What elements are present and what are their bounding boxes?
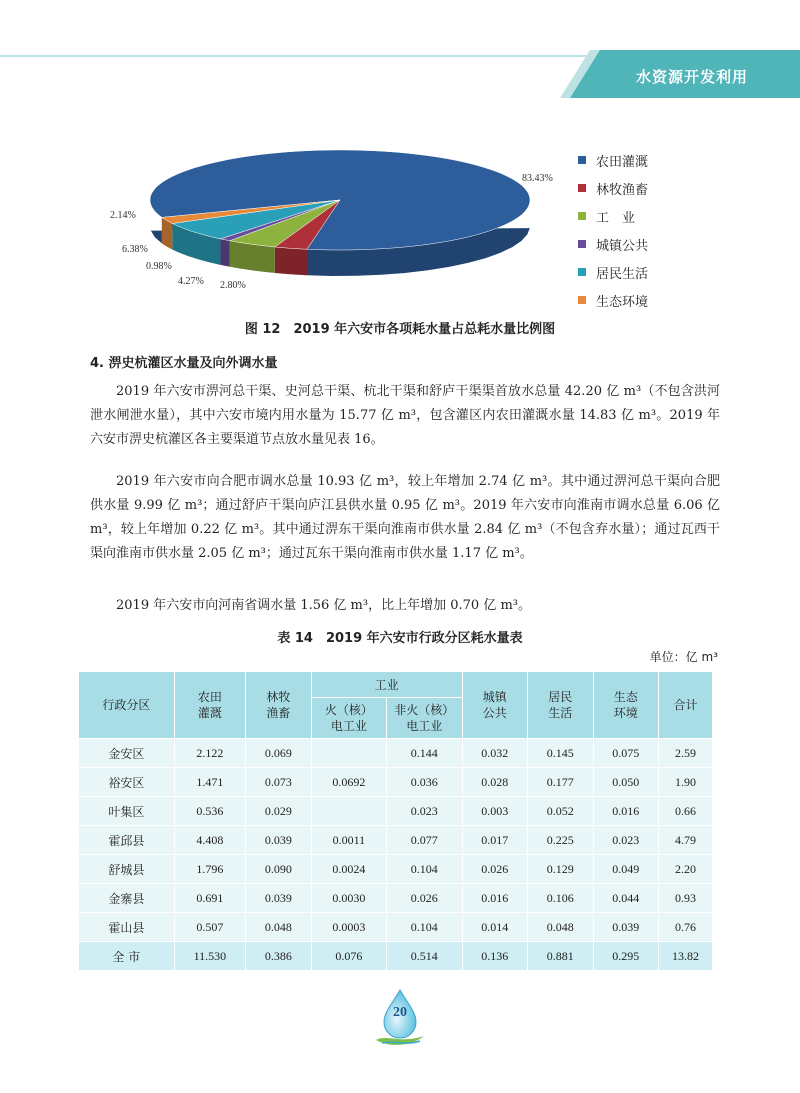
paragraph-text: 2019 年六安市淠河总干渠、史河总干渠、杭北干渠和舒庐干渠渠首放水总量 42.20 亿 m³（不包含洪河泄水闸泄水量），其中六安市境内用水量为 15.77 亿 m³，包含灌区内农田灌溉水量 14.83 亿 m³。2019 年六安市淠史杭灌区各主要渠道节点放水量见表 16。 (90, 384, 720, 447)
value-cell: 0.136 (462, 942, 527, 971)
value-cell: 0.026 (462, 855, 527, 884)
value-cell: 0.026 (387, 884, 462, 913)
legend-item-industry (578, 202, 738, 230)
value-cell: 0.052 (528, 797, 593, 826)
header-industry: 工业 (311, 672, 462, 698)
value-cell: 0.536 (174, 797, 245, 826)
region-cell: 叶集区 (79, 797, 175, 826)
value-cell: 0.129 (528, 855, 593, 884)
header-eco: 生态 环境 (593, 672, 658, 739)
table-caption: 表 14 2019 年六安市行政分区耗水量表 (277, 631, 523, 646)
value-cell: 0.075 (593, 739, 658, 768)
table-row (79, 884, 713, 913)
value-cell: 0.076 (311, 942, 386, 971)
value-cell: 0.177 (528, 768, 593, 797)
legend-label: 林牧渔畜 (596, 182, 649, 198)
value-cell: 0.016 (593, 797, 658, 826)
value-cell: 0.049 (593, 855, 658, 884)
value-cell: 0.104 (387, 913, 462, 942)
pie-side-1 (275, 247, 307, 275)
value-cell: 0.76 (658, 913, 712, 942)
pie-label-industry: 4.27% (178, 276, 204, 287)
value-cell: 0.0030 (311, 884, 386, 913)
legend-swatch (578, 184, 586, 192)
legend-item-forest (578, 174, 738, 202)
value-cell: 2.59 (658, 739, 712, 768)
value-cell: 0.044 (593, 884, 658, 913)
region-cell: 霍山县 (79, 913, 175, 942)
pie-label-forest: 2.80% (220, 280, 246, 291)
table-row (79, 797, 713, 826)
header-total: 合计 (658, 672, 712, 739)
pie-side-3 (221, 239, 230, 267)
region-cell: 裕安区 (79, 768, 175, 797)
table-row (79, 942, 713, 971)
value-cell: 0.090 (246, 855, 311, 884)
value-cell: 0.032 (462, 739, 527, 768)
value-cell: 0.048 (246, 913, 311, 942)
value-cell: 0.028 (462, 768, 527, 797)
value-cell: 1.471 (174, 768, 245, 797)
value-cell: 0.145 (528, 739, 593, 768)
value-cell: 0.691 (174, 884, 245, 913)
value-cell: 13.82 (658, 942, 712, 971)
legend-item-eco (578, 286, 738, 314)
value-cell: 0.881 (528, 942, 593, 971)
pie-label-resident: 6.38% (122, 244, 148, 255)
region-cell: 金安区 (79, 739, 175, 768)
value-cell: 1.90 (658, 768, 712, 797)
legend-item-urban (578, 230, 738, 258)
value-cell: 0.069 (246, 739, 311, 768)
pie-label-farm: 83.43% (522, 173, 553, 184)
value-cell: 0.0692 (311, 768, 386, 797)
value-cell: 0.017 (462, 826, 527, 855)
table-row (79, 855, 713, 884)
header-urban: 城镇 公共 (462, 672, 527, 739)
legend-item-farm (578, 146, 738, 174)
paragraph-3 (90, 594, 720, 618)
legend-label: 工 业 (596, 210, 636, 226)
water-consumption-table (78, 671, 713, 971)
table-row (79, 826, 713, 855)
value-cell: 4.408 (174, 826, 245, 855)
value-cell: 0.0003 (311, 913, 386, 942)
region-cell: 全 市 (79, 942, 175, 971)
paragraph-1 (90, 380, 720, 452)
paragraph-text: 2019 年六安市向河南省调水量 1.56 亿 m³，比上年增加 0.70 亿 m³。 (116, 598, 531, 613)
table-row (79, 913, 713, 942)
value-cell: 0.077 (387, 826, 462, 855)
header-farm: 农田 灌溉 (174, 672, 245, 739)
value-cell: 0.0011 (311, 826, 386, 855)
value-cell: 0.039 (593, 913, 658, 942)
value-cell: 0.386 (246, 942, 311, 971)
legend-label: 农田灌溉 (596, 154, 649, 170)
legend-swatch (578, 240, 586, 248)
header-nonthermal: 非火（核） 电工业 (387, 698, 462, 739)
legend-swatch (578, 156, 586, 164)
value-cell: 0.023 (593, 826, 658, 855)
legend-label: 城镇公共 (596, 238, 649, 254)
value-cell: 0.014 (462, 913, 527, 942)
page-number: 20 (393, 1005, 407, 1020)
value-cell (311, 797, 386, 826)
value-cell: 1.796 (174, 855, 245, 884)
value-cell: 0.073 (246, 768, 311, 797)
legend-swatch (578, 268, 586, 276)
value-cell: 4.79 (658, 826, 712, 855)
value-cell: 0.295 (593, 942, 658, 971)
value-cell: 0.036 (387, 768, 462, 797)
legend-swatch (578, 296, 586, 304)
legend-item-resident (578, 258, 738, 286)
region-cell: 金寨县 (79, 884, 175, 913)
table-row (79, 768, 713, 797)
header-region: 行政分区 (79, 672, 175, 739)
value-cell: 2.20 (658, 855, 712, 884)
value-cell: 0.023 (387, 797, 462, 826)
region-cell: 舒城县 (79, 855, 175, 884)
pie-label-eco: 2.14% (110, 210, 136, 221)
header-forest: 林牧 渔畜 (246, 672, 311, 739)
value-cell: 2.122 (174, 739, 245, 768)
figure-caption: 图 12 2019 年六安市各项耗水量占总耗水量比例图 (244, 322, 556, 337)
header-resident: 居民 生活 (528, 672, 593, 739)
value-cell: 0.029 (246, 797, 311, 826)
chart-legend (578, 146, 738, 314)
header-title: 水资源开发利用 (635, 68, 748, 86)
value-cell: 0.048 (528, 913, 593, 942)
value-cell: 0.0024 (311, 855, 386, 884)
value-cell: 0.93 (658, 884, 712, 913)
header-thermal: 火（核） 电工业 (311, 698, 386, 739)
region-cell: 霍邱县 (79, 826, 175, 855)
value-cell: 0.144 (387, 739, 462, 768)
value-cell: 0.003 (462, 797, 527, 826)
pie-label-urban: 0.98% (146, 261, 172, 272)
legend-label: 居民生活 (596, 266, 649, 282)
paragraph-text: 2019 年六安市向合肥市调水总量 10.93 亿 m³，较上年增加 2.74 亿 m³。其中通过淠河总干渠向合肥供水量 9.99 亿 m³；通过舒庐干渠向庐江县供水量 0.95 亿 m³。2019 年六安市向淮南市调水总量 6.06 亿 m³，较上年增加 0.22 亿 m³。其中通过淠东干渠向淮南市供水量 2.84 亿 m³（不包含弃水量）；通过瓦西干渠向淮南市供水量 2.05 亿 m³；通过瓦东干渠向淮南市供水量 1.17 亿 m³。 (90, 474, 720, 561)
value-cell: 0.104 (387, 855, 462, 884)
value-cell: 0.050 (593, 768, 658, 797)
value-cell: 0.039 (246, 884, 311, 913)
value-cell: 0.507 (174, 913, 245, 942)
value-cell: 0.514 (387, 942, 462, 971)
table-row (79, 739, 713, 768)
legend-swatch (578, 212, 586, 220)
section-heading: 4. 淠史杭灌区水量及向外调水量 (90, 356, 278, 371)
value-cell: 11.530 (174, 942, 245, 971)
value-cell: 0.225 (528, 826, 593, 855)
value-cell: 0.66 (658, 797, 712, 826)
value-cell: 0.039 (246, 826, 311, 855)
value-cell: 0.106 (528, 884, 593, 913)
table-unit: 单位：亿 m³ (649, 650, 718, 664)
value-cell (311, 739, 386, 768)
value-cell: 0.016 (462, 884, 527, 913)
pie-chart (100, 140, 570, 310)
paragraph-2 (90, 470, 720, 566)
legend-label: 生态环境 (596, 294, 649, 310)
